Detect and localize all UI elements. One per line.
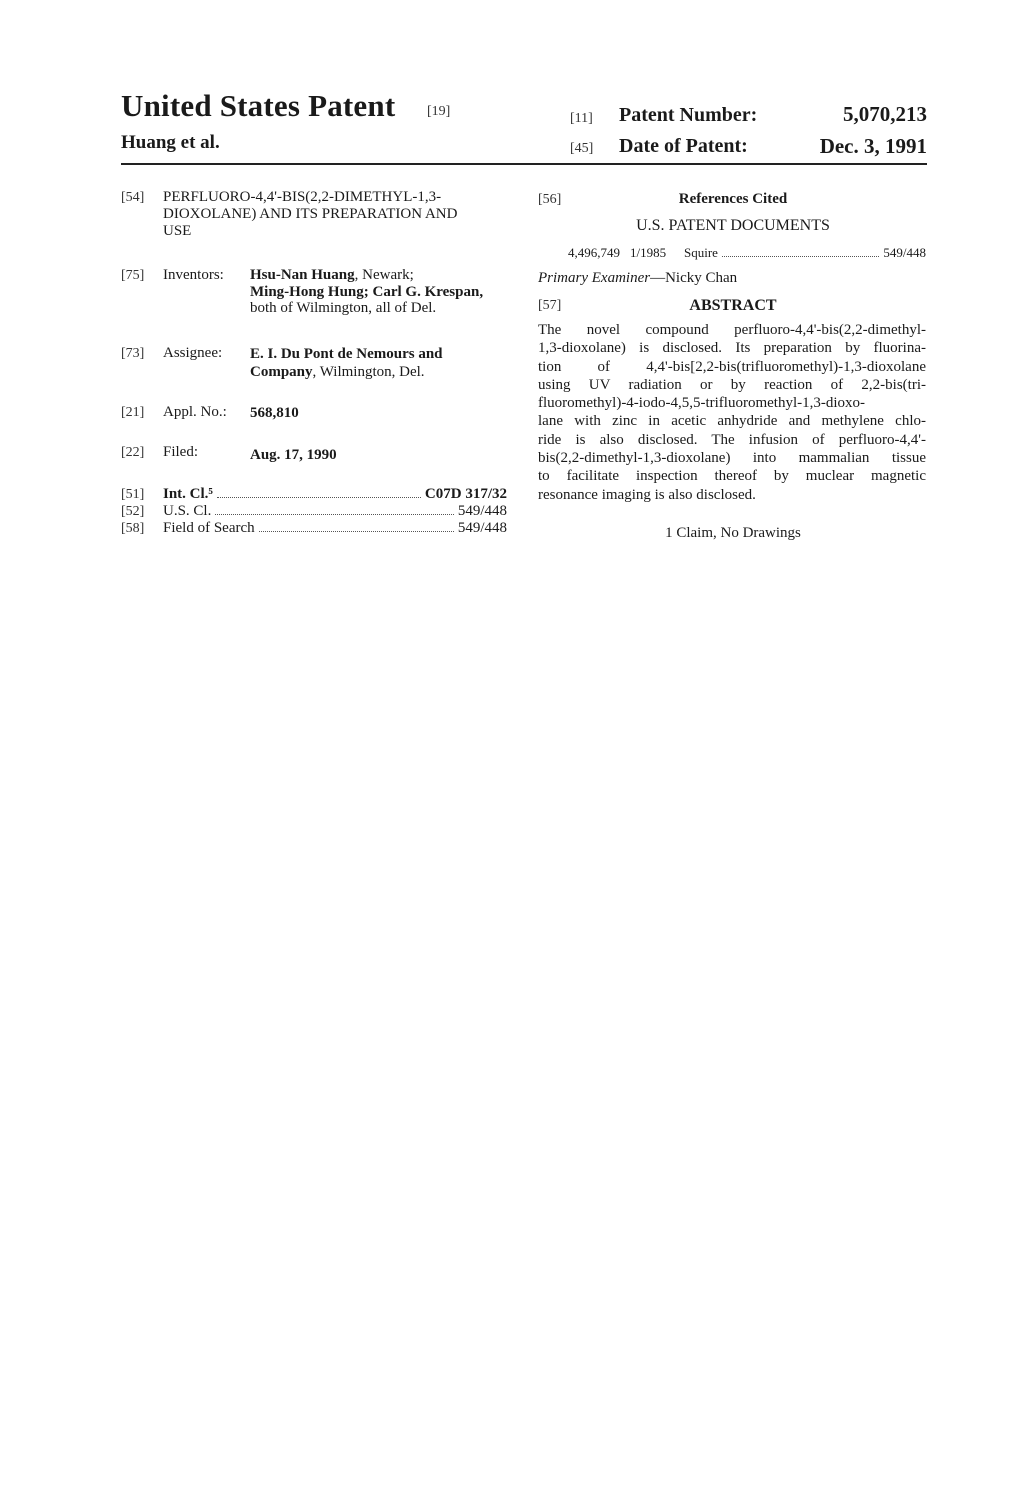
title-field-code: [54] bbox=[121, 190, 145, 205]
class-value: 549/448 bbox=[457, 520, 507, 536]
classification-list bbox=[121, 486, 507, 537]
invention-title-line: DIOXOLANE) AND ITS PREPARATION AND bbox=[163, 206, 458, 222]
abstract-line: resonance imaging is also disclosed. bbox=[538, 486, 756, 503]
abstract-line: ride is also disclosed. The infusion of perfluoro-4,4'- bbox=[538, 431, 926, 448]
abstract-line: fluoromethyl)-4-iodo-4,5,5-trifluoromethyl-1,3-dioxo- bbox=[538, 395, 866, 412]
abstract-line: using UV radiation or by reaction of 2,2-bis(tri- bbox=[538, 376, 926, 393]
class-value: 549/448 bbox=[457, 503, 507, 519]
classification-row bbox=[121, 503, 507, 520]
reference-row bbox=[568, 245, 926, 261]
patent-title: United States Patent bbox=[121, 88, 396, 123]
header-rule bbox=[121, 163, 927, 165]
inventor-place: , Newark; bbox=[354, 267, 414, 283]
ref-number: 4,496,749 bbox=[568, 245, 620, 260]
invention-title-line: USE bbox=[163, 223, 192, 239]
filed-date: Aug. 17, 1990 bbox=[250, 447, 337, 463]
assignee-place: , Wilmington, Del. bbox=[312, 364, 425, 380]
leader-dots bbox=[215, 514, 453, 515]
refs-code: [56] bbox=[538, 192, 562, 207]
leader-dots bbox=[217, 497, 421, 498]
class-label: Field of Search bbox=[163, 520, 255, 536]
appl-number: 568,810 bbox=[250, 405, 299, 421]
abstract-heading: ABSTRACT bbox=[689, 297, 777, 314]
ref-date: 1/1985 bbox=[630, 245, 667, 260]
inventor-name: Hsu-Nan Huang bbox=[250, 267, 355, 283]
authors: Huang et al. bbox=[121, 132, 220, 153]
date-label: Date of Patent: bbox=[619, 135, 748, 157]
assignee-label: Assignee: bbox=[163, 345, 223, 361]
date-code: [45] bbox=[570, 141, 594, 156]
filed-code: [22] bbox=[121, 445, 145, 460]
abstract-line: 1,3-dioxolane) is disclosed. Its preparation by fluorina- bbox=[538, 340, 926, 357]
inventors-label: Inventors: bbox=[163, 267, 224, 283]
invention-title-line: PERFLUORO-4,4'-BIS(2,2-DIMETHYL-1,3- bbox=[163, 189, 442, 205]
examiner-label: Primary Examiner bbox=[538, 270, 651, 286]
classification-row bbox=[121, 520, 507, 537]
assignee-name: E. I. Du Pont de Nemours and bbox=[250, 346, 443, 362]
assignee bbox=[250, 345, 530, 381]
assignee-code: [73] bbox=[121, 346, 145, 361]
abstract-line: tion of 4,4'-bis[2,2-bis(trifluoromethyl)-1,3-dioxolane bbox=[538, 358, 926, 375]
filed-label: Filed: bbox=[163, 444, 199, 460]
leader-dots bbox=[722, 256, 879, 257]
primary-examiner bbox=[538, 270, 737, 287]
class-code: [52] bbox=[121, 504, 145, 519]
class-code: [58] bbox=[121, 521, 145, 536]
abstract-line: to facilitate inspection thereof by muclear magnetic bbox=[538, 468, 926, 485]
invention-title bbox=[163, 189, 523, 240]
examiner-name: Nicky Chan bbox=[665, 270, 738, 286]
inventor-names: Ming-Hong Hung; Carl G. Krespan, bbox=[250, 283, 484, 300]
abstract-code: [57] bbox=[538, 298, 562, 313]
ref-name: Squire bbox=[684, 245, 718, 260]
abstract-line: The novel compound perfluoro-4,4'-bis(2,2-dimethyl- bbox=[538, 322, 926, 338]
abstract-body bbox=[538, 321, 926, 504]
abstract-line: bis(2,2-dimethyl-1,3-dioxolane) into mammalian tissue bbox=[538, 450, 926, 467]
claims-summary: 1 Claim, No Drawings bbox=[665, 525, 801, 541]
refs-subheading: U.S. PATENT DOCUMENTS bbox=[636, 217, 830, 234]
refs-heading: References Cited bbox=[678, 191, 788, 207]
class-code: [51] bbox=[121, 487, 145, 502]
patent-number: 5,070,213 bbox=[843, 102, 927, 126]
appl-label: Appl. No.: bbox=[163, 404, 227, 420]
patent-date: Dec. 3, 1991 bbox=[819, 134, 927, 158]
ref-class: 549/448 bbox=[883, 245, 926, 260]
inventors-code: [75] bbox=[121, 268, 145, 283]
inventors bbox=[250, 267, 530, 317]
patent-number-label: Patent Number: bbox=[619, 104, 758, 126]
title-code: [19] bbox=[427, 104, 451, 119]
leader-dots bbox=[259, 531, 454, 532]
examiner-separator: — bbox=[650, 270, 666, 286]
class-label: U.S. Cl. bbox=[163, 503, 212, 519]
inventor-location: both of Wilmington, all of Del. bbox=[250, 300, 437, 316]
class-label: Int. Cl.⁵ bbox=[163, 486, 213, 502]
classification-row bbox=[121, 486, 507, 503]
class-value: C07D 317/32 bbox=[424, 486, 507, 502]
assignee-company: Company bbox=[250, 364, 313, 380]
appl-code: [21] bbox=[121, 405, 145, 420]
abstract-line: lane with zinc in acetic anhydride and methylene chlo- bbox=[538, 413, 926, 430]
patent-number-code: [11] bbox=[570, 111, 593, 126]
reference-list bbox=[568, 245, 926, 261]
